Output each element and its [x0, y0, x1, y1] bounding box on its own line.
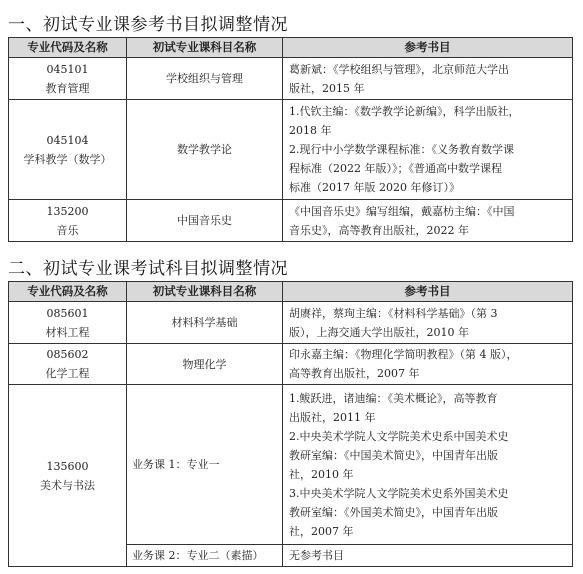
subject-cell: 业务课 2：专业二（素描）: [127, 545, 283, 567]
ref-line: 2.现行中小学数学课程标准：《义务教育数学课: [289, 143, 514, 156]
header-code: 专业代码及名称: [9, 282, 127, 302]
header-subject: 初试专业课科目名称: [127, 38, 283, 58]
section2-table: [8, 281, 573, 567]
refs-cell: [283, 344, 573, 385]
table-row: [9, 302, 573, 344]
program-code: 135600: [46, 459, 89, 473]
ref-line: 胡赓祥，蔡珣主编：《材料科学基础》（第 3: [289, 306, 498, 320]
table-header-row: [9, 38, 573, 58]
subject-cell: 业务课 1：专业一: [127, 385, 283, 545]
refs-cell: [283, 100, 573, 200]
table-row: [9, 385, 573, 545]
section1-table: [8, 37, 573, 242]
ref-line: 3.中央美术学院人文学院美术史系外国美术史: [289, 486, 509, 500]
ref-line: 社，2010 年: [289, 467, 354, 481]
table-header-row: [9, 282, 573, 302]
ref-line: 音乐史》，高等教育出版社，2022 年: [289, 223, 469, 237]
ref-line: 2.中央美术学院人文学院美术史系中国美术史: [289, 429, 509, 443]
program-name: 学科教学（数学）: [23, 152, 112, 166]
header-code: 专业代码及名称: [9, 38, 127, 58]
program-name: 材料工程: [45, 325, 90, 339]
refs-cell: [283, 200, 573, 242]
refs-cell: [283, 385, 573, 545]
ref-line: 教研室编：《中国美术简史》，中国青年出版: [289, 448, 498, 462]
subject-cell: 中国音乐史: [127, 200, 283, 242]
ref-line: 1.代钦主编：《数学教学论新编》，科学出版社，: [289, 105, 520, 118]
program-name: 音乐: [56, 223, 79, 237]
subject-cell: 材料科学基础: [127, 302, 283, 344]
ref-line: 版），上海交通大学出版社，2010 年: [289, 325, 469, 339]
code-cell: [9, 344, 127, 385]
refs-cell: [283, 545, 573, 567]
subject-cell: 物理化学: [127, 344, 283, 385]
ref-line: 高等教育出版社，2007 年: [289, 367, 420, 380]
ref-line: 标准（2017 年版 2020 年修订）》: [289, 181, 460, 194]
program-code: 085601: [46, 306, 89, 320]
code-cell: [9, 58, 127, 100]
program-name: 教育管理: [45, 81, 90, 95]
ref-line: 程标准（2022 年版）》；《普通高中数学课程: [289, 162, 502, 175]
header-refs: 参考书目: [283, 282, 573, 302]
ref-line: 社，2007 年: [289, 524, 354, 538]
program-code: 085602: [46, 348, 89, 361]
refs-cell: [283, 58, 573, 100]
program-name: 美术与书法: [40, 478, 95, 492]
ref-line: 1.鲅跃进，诸迪编：《美术概论》，高等教育: [289, 391, 498, 405]
code-cell: [9, 302, 127, 344]
ref-line: 2018 年: [289, 124, 332, 137]
table-row: [9, 100, 573, 200]
code-cell: [9, 100, 127, 200]
table-row: [9, 200, 573, 242]
refs-cell: [283, 302, 573, 344]
ref-line: 教研室编：《外国美术简史》，中国青年出版: [289, 505, 498, 519]
table-row: [9, 344, 573, 385]
header-refs: 参考书目: [283, 38, 573, 58]
table-row: [9, 58, 573, 100]
program-code: 045104: [46, 133, 89, 147]
ref-line: 印永嘉主编：《物理化学简明教程》（第 4 版），: [289, 348, 518, 361]
program-name: 化学工程: [45, 367, 90, 380]
program-code: 045101: [46, 62, 89, 76]
subject-cell: 学校组织与管理: [127, 58, 283, 100]
ref-line: 《中国音乐史》编写组编，戴嘉枋主编：《中国: [289, 204, 515, 218]
section2-title: 二、初试专业课考试科目拟调整情况: [8, 259, 288, 279]
code-cell: [9, 200, 127, 242]
section1-title: 一、初试专业课参考书目拟调整情况: [8, 15, 288, 35]
ref-line: 版社，2015 年: [289, 81, 365, 95]
header-subject: 初试专业课科目名称: [127, 282, 283, 302]
subject-cell: 数学教学论: [127, 100, 283, 200]
program-code: 135200: [46, 204, 89, 218]
ref-line: 葛新斌：《学校组织与管理》，北京师范大学出: [289, 62, 509, 76]
ref-line: 无参考书目: [289, 549, 344, 562]
code-cell: [9, 385, 127, 567]
ref-line: 出版社，2011 年: [289, 410, 376, 424]
